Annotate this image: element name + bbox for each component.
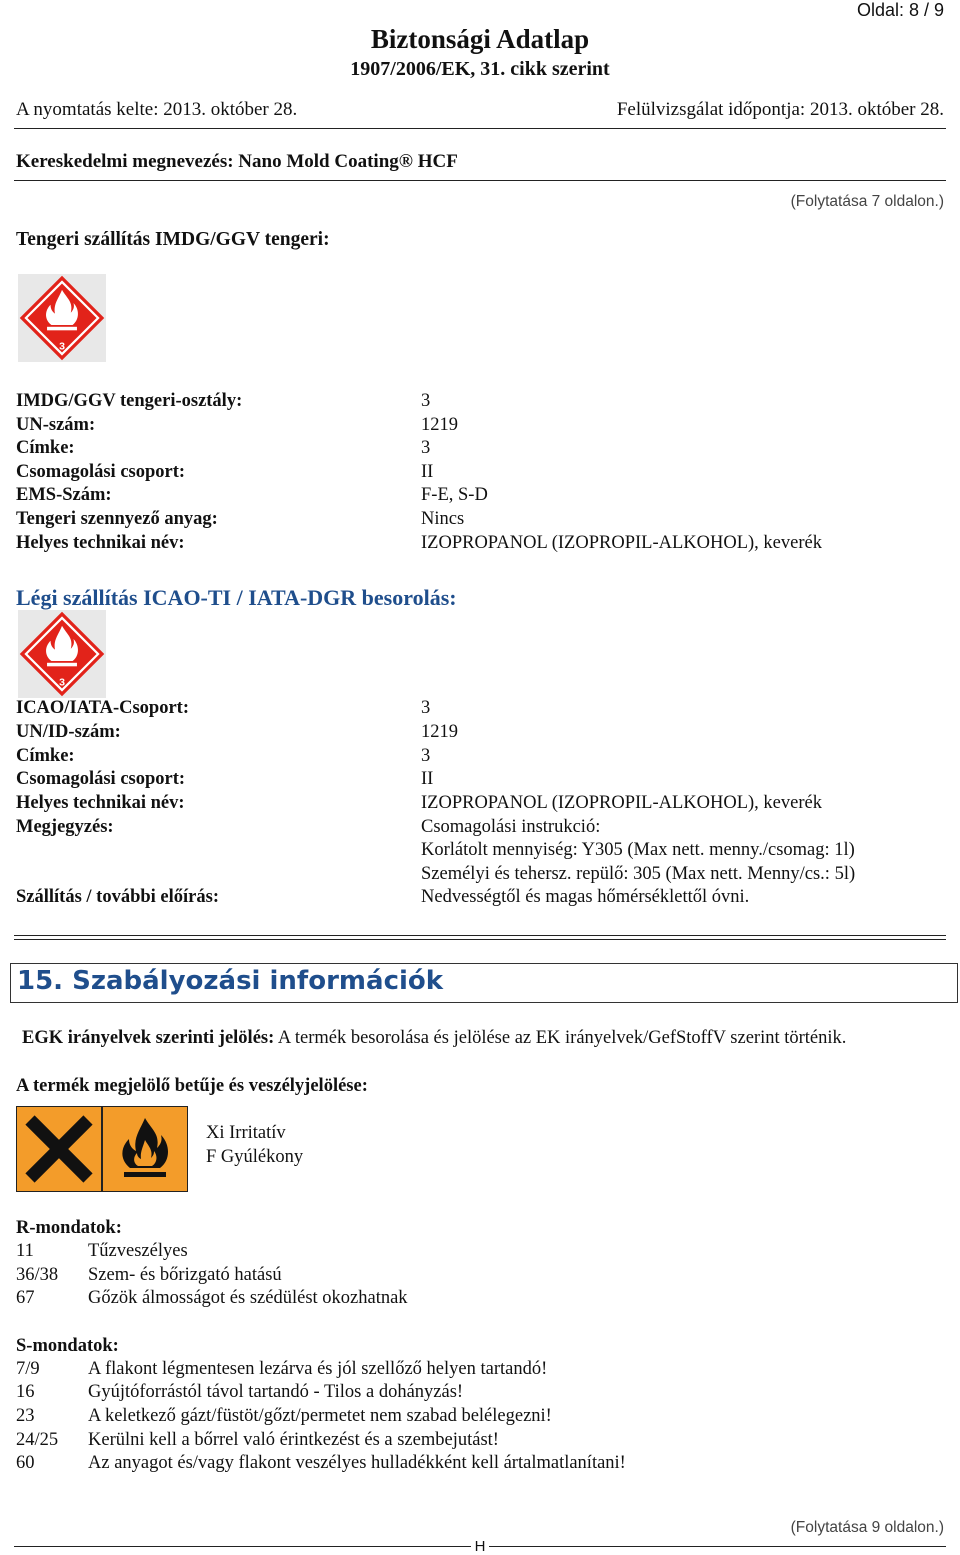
- air-note-line: Korlátolt mennyiség: Y305 (Max nett. menny./csomag: 1l): [421, 840, 855, 860]
- sea-pollutant-value: Nincs: [421, 509, 465, 529]
- air-group-value: 3: [421, 698, 431, 718]
- air-un-value: 1219: [421, 722, 458, 742]
- egk-label: EGK irányelvek szerinti jelölés:: [22, 1028, 275, 1048]
- air-note-line: Személyi és tehersz. repülő: 305 (Max nett. Menny/cs.: 5l): [421, 864, 856, 884]
- r-phrase-text: Szem- és bőrizgató hatású: [88, 1265, 282, 1285]
- air-transport-value: Nedvességtől és magas hőmérséklettől óvni.: [421, 887, 750, 907]
- r-phrase-code: 36/38: [16, 1265, 59, 1285]
- sea-heading: Tengeri szállítás IMDG/GGV tengeri:: [16, 229, 330, 250]
- continued-from: (Folytatása 7 oldalon.): [790, 193, 944, 210]
- sea-techname-value: IZOPROPANOL (IZOPROPIL-ALKOHOL), keverék: [421, 533, 822, 553]
- r-phrase-code: 11: [16, 1241, 34, 1261]
- document-title: Biztonsági Adatlap: [370, 24, 590, 54]
- section-15-header: [10, 963, 958, 1003]
- header-divider: [14, 128, 946, 129]
- air-un-label: UN/ID-szám:: [16, 722, 121, 742]
- section-15-title: 15. Szabályozási információk: [17, 966, 444, 996]
- s-phrase-code: 60: [16, 1453, 35, 1473]
- symbol-xi-label: Xi Irritatív: [206, 1123, 286, 1143]
- sea-label-value: 3: [421, 438, 431, 458]
- svg-text:3: 3: [59, 676, 65, 689]
- s-phrase-text: Kerülni kell a bőrrel való érintkezést és a szembejutást!: [88, 1430, 499, 1450]
- flammable-diamond-icon: [18, 610, 106, 698]
- sea-un-value: 1219: [421, 415, 458, 435]
- s-phrase-text: Az anyagot és/vagy flakont veszélyes hulladékként kell ártalmatlanítani!: [88, 1453, 626, 1473]
- s-phrase-text: A flakont légmentesen lezárva és jól szellőző helyen tartandó!: [88, 1359, 548, 1379]
- flame-icon: [102, 1106, 188, 1192]
- egk-text: A termék besorolása és jelölése az EK irányelvek/GefStoffV szerint történik.: [277, 1028, 847, 1048]
- sea-un-label: UN-szám:: [16, 415, 96, 435]
- air-packing-value: II: [421, 769, 434, 789]
- s-heading: S-mondatok:: [16, 1336, 119, 1356]
- trade-name-divider: [14, 180, 946, 181]
- flammable-diamond-icon: [18, 274, 106, 362]
- s-phrase-text: A keletkező gázt/füstöt/gőzt/permetet nem szabad belélegezni!: [88, 1406, 552, 1426]
- sea-label-label: Címke:: [16, 438, 75, 458]
- s-phrase-code: 24/25: [16, 1430, 59, 1450]
- review-date: Felülvizsgálat időpontja: 2013. október 28.: [616, 99, 944, 120]
- air-transport-label: Szállítás / további előírás:: [16, 887, 219, 907]
- air-heading: Légi szállítás ICAO-TI / IATA-DGR besorolás:: [16, 585, 457, 610]
- sea-class-value: 3: [421, 391, 431, 411]
- sea-ems-label: EMS-Szám:: [16, 485, 112, 505]
- s-phrase-code: 7/9: [16, 1359, 40, 1379]
- r-phrase-code: 67: [16, 1288, 35, 1308]
- continued-on: (Folytatása 9 oldalon.): [790, 1519, 944, 1536]
- air-note-label: Megjegyzés:: [16, 817, 114, 837]
- document-subtitle: 1907/2006/EK, 31. cikk szerint: [350, 58, 610, 80]
- sea-techname-label: Helyes technikai név:: [16, 533, 185, 553]
- symbol-heading: A termék megjelölő betűje és veszélyjelölése:: [16, 1076, 368, 1096]
- r-phrase-text: Tűzveszélyes: [88, 1241, 188, 1261]
- sea-packing-value: II: [421, 462, 434, 482]
- irritant-x-icon: [16, 1106, 102, 1192]
- s-phrase-code: 23: [16, 1406, 35, 1426]
- sea-class-label: IMDG/GGV tengeri-osztály:: [16, 391, 243, 411]
- sea-ems-value: F-E, S-D: [421, 485, 488, 505]
- egk-statement: [22, 1028, 846, 1049]
- air-note-value: Csomagolási instrukció:: [421, 817, 601, 837]
- svg-text:3: 3: [59, 340, 65, 353]
- air-group-label: ICAO/IATA-Csoport:: [16, 698, 190, 718]
- r-heading: R-mondatok:: [16, 1218, 122, 1238]
- sea-packing-label: Csomagolási csoport:: [16, 462, 186, 482]
- air-label-label: Címke:: [16, 746, 75, 766]
- air-techname-label: Helyes technikai név:: [16, 793, 185, 813]
- trade-name: Kereskedelmi megnevezés: Nano Mold Coating® HCF: [16, 151, 458, 172]
- air-label-value: 3: [421, 746, 431, 766]
- sea-pollutant-label: Tengeri szennyező anyag:: [16, 509, 218, 529]
- air-packing-label: Csomagolási csoport:: [16, 769, 186, 789]
- language-code: H: [0, 1539, 960, 1554]
- s-phrase-code: 16: [16, 1382, 35, 1402]
- print-date: A nyomtatás kelte: 2013. október 28.: [16, 99, 298, 120]
- s-phrase-text: Gyújtóforrástól távol tartandó - Tilos a dohányzás!: [88, 1382, 464, 1402]
- page-number: Oldal: 8 / 9: [856, 0, 944, 20]
- air-techname-value: IZOPROPANOL (IZOPROPIL-ALKOHOL), keverék: [421, 793, 822, 813]
- r-phrase-text: Gőzök álmosságot és szédülést okozhatnak: [88, 1288, 408, 1308]
- section-divider: [14, 939, 946, 940]
- symbol-f-label: F Gyúlékony: [206, 1147, 304, 1167]
- section-divider: [14, 935, 946, 936]
